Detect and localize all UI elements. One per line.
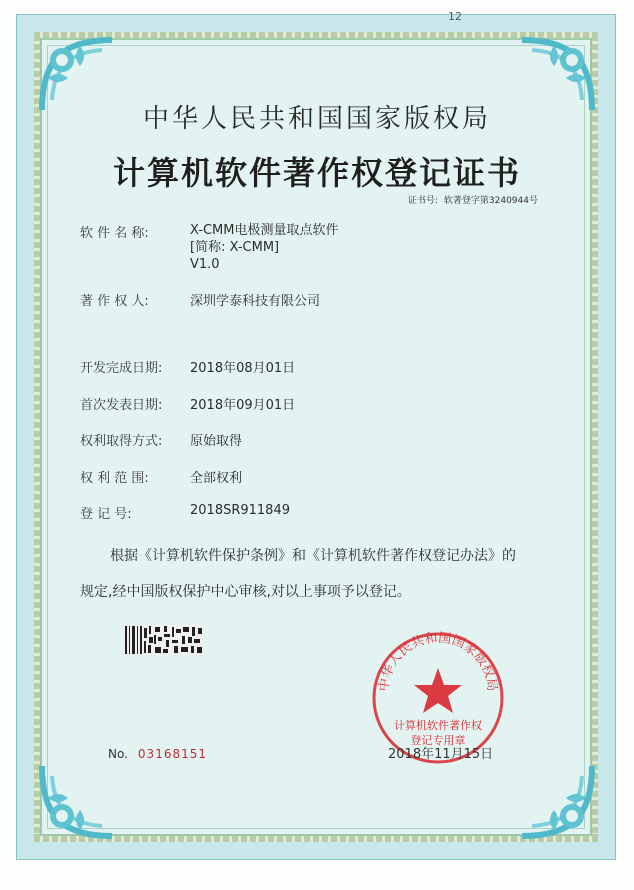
field-value: 深圳学泰科技有限公司 bbox=[190, 294, 321, 309]
field-value: 全部权利 bbox=[190, 471, 243, 486]
field-software-name bbox=[80, 222, 338, 273]
field-value: 2018年09月01日 bbox=[190, 398, 296, 413]
software-short-name: [简称: X-CMM] bbox=[190, 240, 280, 255]
issue-date: 2018年11月15日 bbox=[388, 747, 494, 762]
scroll-ornament-icon bbox=[510, 754, 602, 846]
field-label: 权利取得方式: bbox=[80, 434, 163, 449]
field-completion-date bbox=[80, 357, 295, 376]
serial-number-value: 03168151 bbox=[137, 747, 207, 761]
field-label: 著 作 权 人: bbox=[80, 294, 149, 309]
2d-barcode-icon bbox=[124, 625, 204, 655]
field-value: 2018SR911849 bbox=[190, 503, 290, 518]
software-name-line: X-CMM电极测量取点软件 bbox=[190, 223, 339, 238]
field-label: 首次发表日期: bbox=[80, 398, 163, 413]
field-copyright-owner bbox=[80, 290, 320, 309]
field-registration-no bbox=[80, 503, 290, 522]
seal-inner-line1: 计算机软件著作权 bbox=[394, 719, 482, 732]
field-value bbox=[190, 222, 338, 273]
software-version: V1.0 bbox=[190, 257, 220, 272]
field-label: 登 记 号: bbox=[80, 507, 132, 522]
seal-inner-line2: 登记专用章 bbox=[410, 734, 466, 747]
scroll-ornament-icon bbox=[32, 754, 124, 846]
field-label: 权 利 范 围: bbox=[80, 471, 149, 486]
registration-statement bbox=[80, 538, 560, 610]
field-value: 原始取得 bbox=[190, 434, 243, 449]
statement-line: 规定,经中国版权保护中心审核,对以上事项予以登记。 bbox=[80, 584, 411, 600]
certificate-title: 计算机软件著作权登记证书 bbox=[112, 154, 521, 192]
issuer-title: 中华人民共和国国家版权局 bbox=[142, 104, 491, 134]
field-value: 2018年08月01日 bbox=[190, 361, 296, 376]
field-label: 软 件 名 称: bbox=[80, 226, 149, 241]
red-star-icon bbox=[414, 668, 462, 713]
field-acquisition-method bbox=[80, 430, 242, 449]
certificate-number-value: 软著登字第3240944号 bbox=[443, 196, 538, 206]
handwritten-mark: 12 bbox=[448, 10, 462, 23]
field-label: 开发完成日期: bbox=[80, 361, 163, 376]
statement-line: 根据《计算机软件保护条例》和《计算机软件著作权登记办法》的 bbox=[110, 548, 516, 564]
certificate-number bbox=[402, 193, 538, 206]
field-rights-scope bbox=[80, 467, 242, 486]
serial-number-label: No. bbox=[108, 747, 128, 761]
serial-number bbox=[108, 747, 207, 761]
field-first-publish-date bbox=[80, 394, 295, 413]
certificate-number-label: 证书号: bbox=[407, 196, 438, 206]
seal-ring-text: 中华人民共和国国家版权局 bbox=[376, 630, 500, 693]
